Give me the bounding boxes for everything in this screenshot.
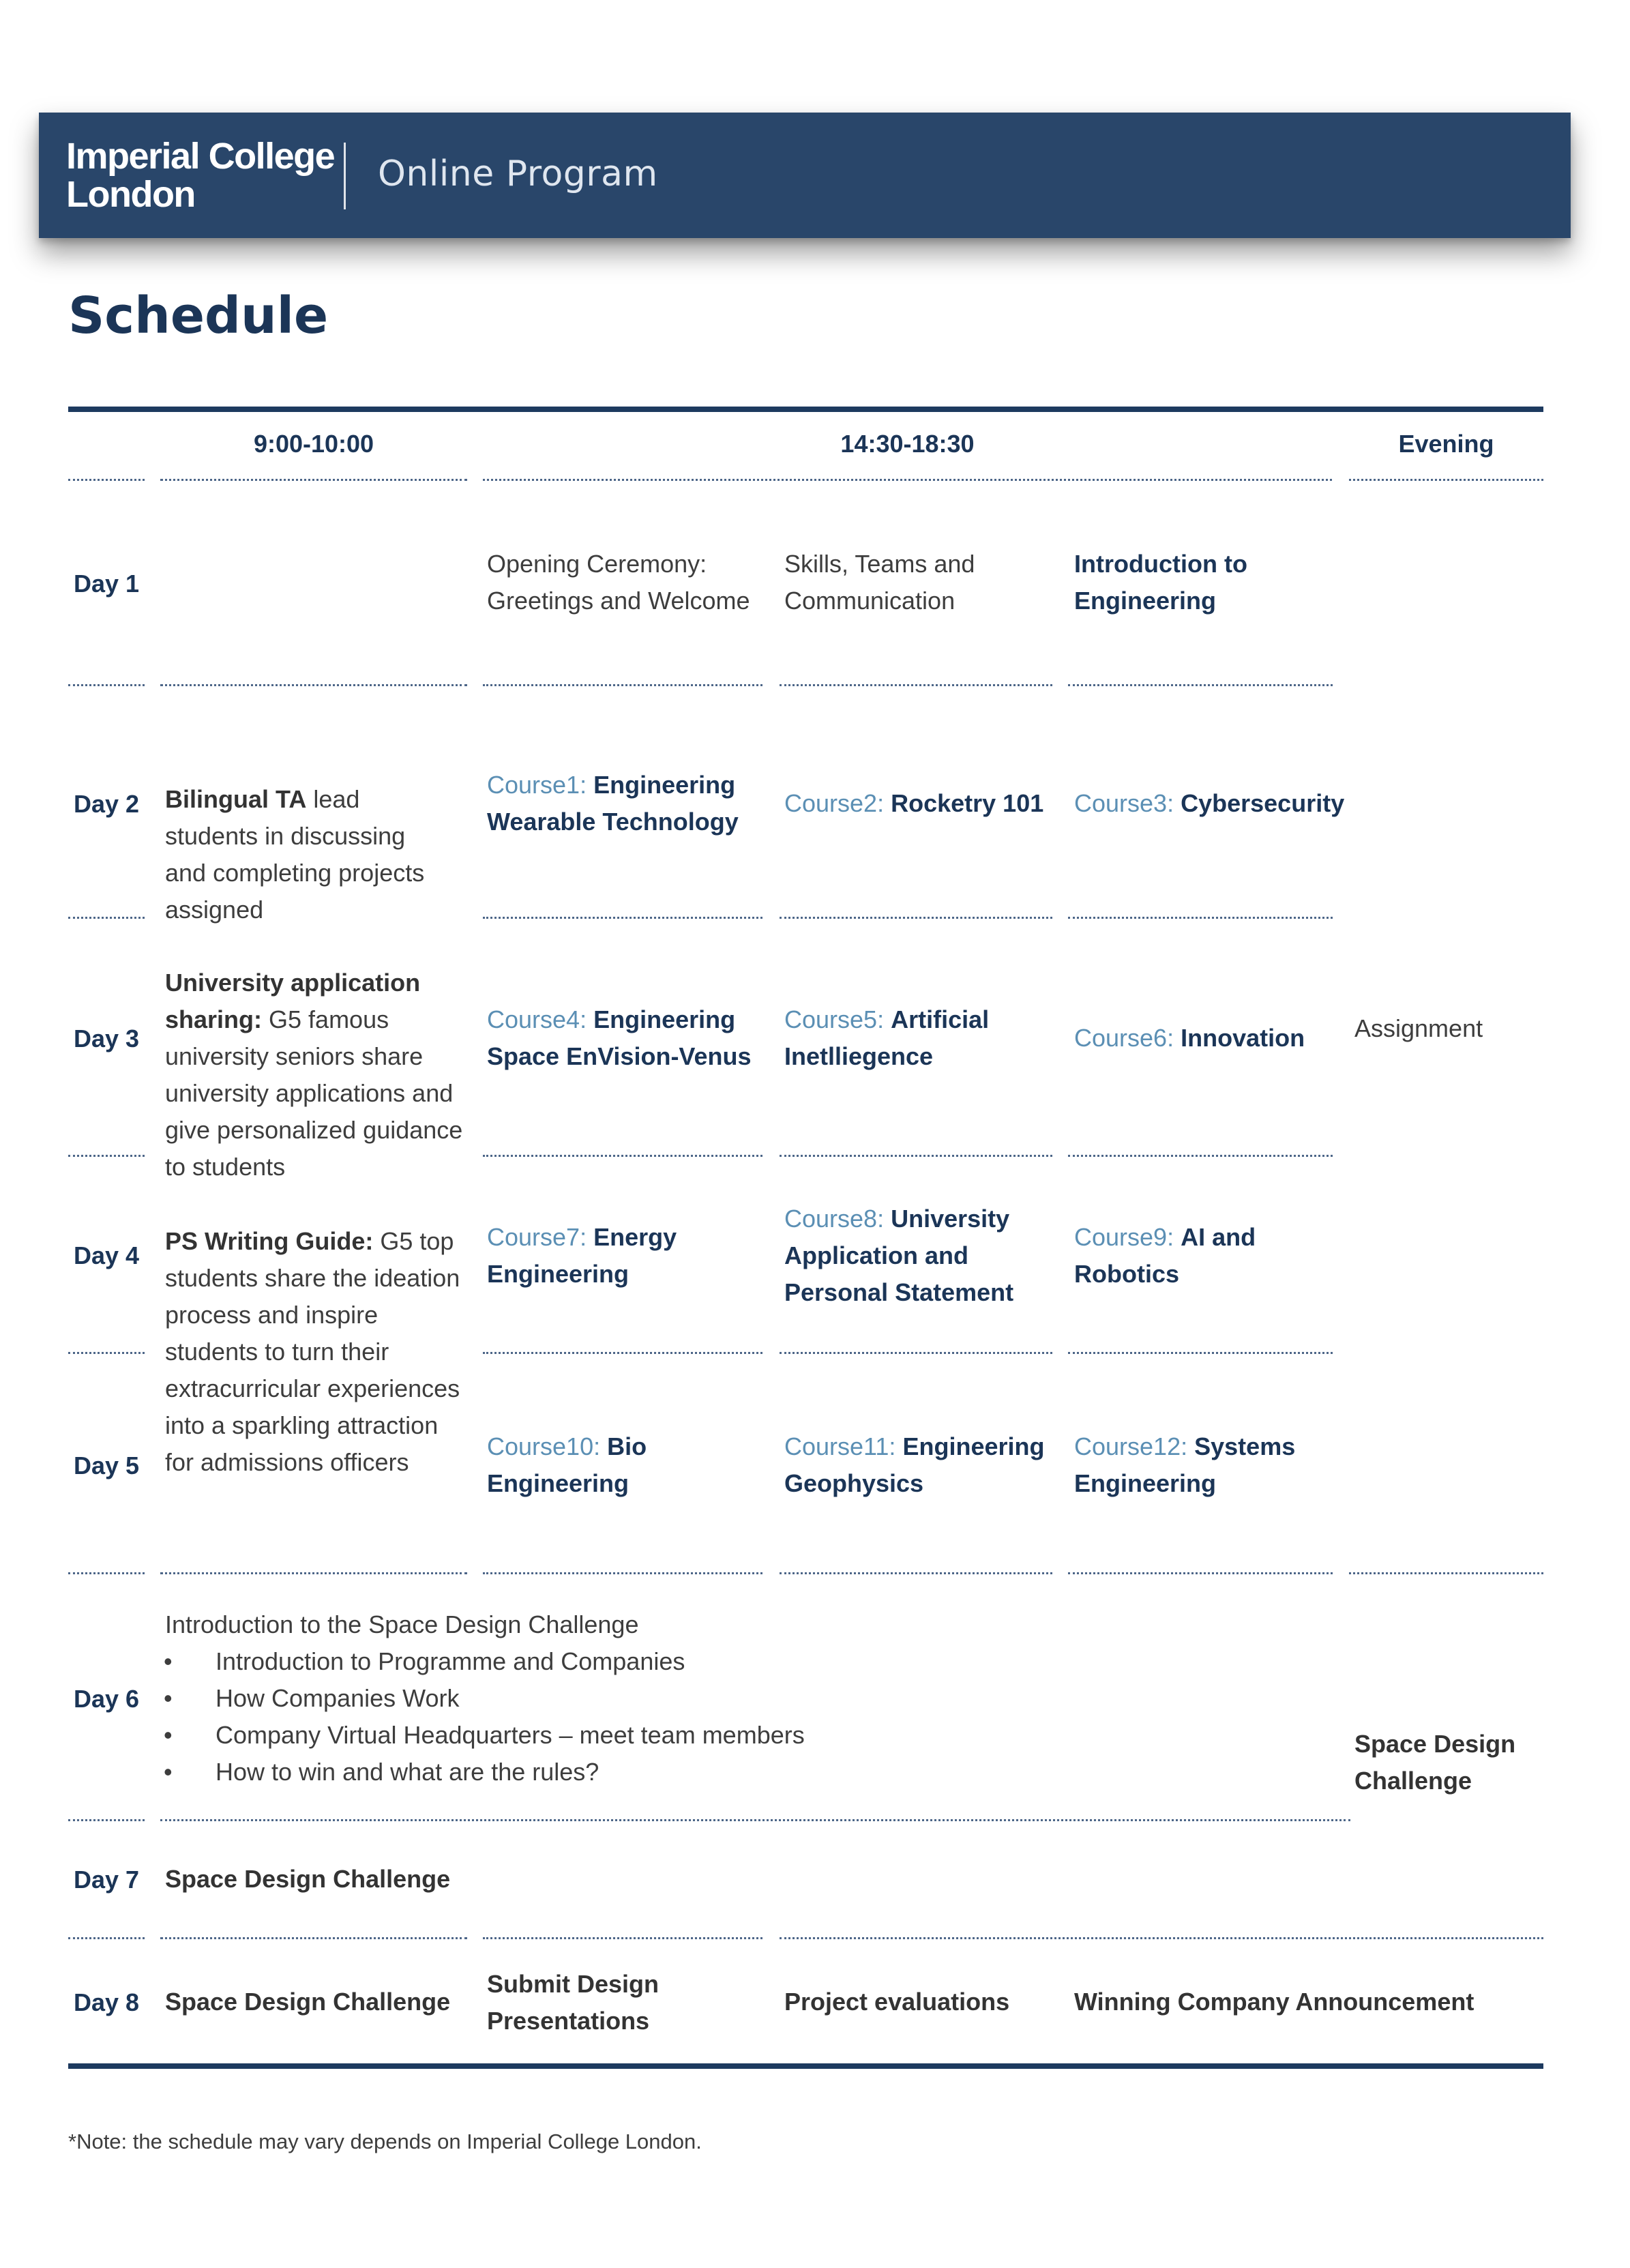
cell-line bbox=[487, 1219, 677, 1256]
day7-challenge: Space Design Challenge bbox=[165, 1865, 451, 1893]
divider bbox=[160, 1819, 1350, 1821]
ps-guide-bold: PS Writing Guide: bbox=[165, 1227, 374, 1255]
cell-line bbox=[487, 1001, 751, 1038]
divider bbox=[68, 1937, 145, 1939]
day8-challenge: Space Design Challenge bbox=[165, 1988, 451, 2016]
course-title: Inetlliegence bbox=[784, 1042, 934, 1070]
bullet-text: How to win and what are the rules? bbox=[216, 1758, 599, 1786]
cell-line bbox=[1074, 1020, 1305, 1057]
course-title: Engineering bbox=[593, 1005, 736, 1033]
course-number: Course3: bbox=[1074, 789, 1174, 817]
cell-line bbox=[165, 1001, 462, 1038]
cell-line: Skills, Teams and bbox=[784, 550, 975, 578]
column-header-morning: 9:00-10:00 bbox=[253, 430, 374, 458]
bullet-text: Company Virtual Headquarters – meet team members bbox=[216, 1721, 805, 1749]
divider bbox=[483, 1937, 762, 1939]
bullet-icon: • bbox=[164, 1684, 173, 1712]
header-banner bbox=[39, 113, 1571, 238]
divider bbox=[483, 1155, 762, 1157]
list-item bbox=[164, 1643, 805, 1680]
course-title: Systems bbox=[1194, 1432, 1296, 1460]
cell-line: give personalized guidance bbox=[165, 1116, 463, 1144]
course-number: Course11: bbox=[784, 1432, 896, 1460]
course-number: Course6: bbox=[1074, 1024, 1174, 1052]
day-label: Day 8 bbox=[74, 1988, 140, 2016]
bullet-text: How Companies Work bbox=[216, 1684, 460, 1712]
divider bbox=[780, 1572, 1052, 1574]
page-title: Schedule bbox=[68, 286, 329, 345]
course-title: University bbox=[891, 1205, 1010, 1233]
evening-space-design-challenge bbox=[1354, 1726, 1515, 1799]
divider bbox=[780, 1155, 1052, 1157]
course-title: Space EnVision-Venus bbox=[487, 1042, 752, 1070]
cell-line: process and inspire bbox=[165, 1301, 379, 1329]
day3-course6 bbox=[1074, 1020, 1305, 1057]
divider bbox=[160, 684, 467, 686]
cell-line: Opening Ceremony: bbox=[487, 550, 707, 578]
day4-course7 bbox=[487, 1219, 677, 1293]
cell-line: university seniors share bbox=[165, 1042, 424, 1070]
program-name: Online Program bbox=[378, 153, 658, 194]
course-title: Personal Statement bbox=[784, 1278, 1014, 1306]
cell-text: G5 top bbox=[373, 1227, 454, 1255]
cell-line: students share the ideation bbox=[165, 1264, 460, 1292]
day8-winning-announcement: Winning Company Announcement bbox=[1074, 1988, 1475, 2016]
day2-course3 bbox=[1074, 785, 1344, 822]
day-label: Day 3 bbox=[74, 1025, 140, 1052]
logo-line-2: London bbox=[66, 174, 195, 215]
course-title: Application and bbox=[784, 1241, 968, 1269]
cell-line bbox=[165, 1223, 460, 1260]
course-number: Course8: bbox=[784, 1205, 885, 1233]
bullet-icon: • bbox=[164, 1721, 173, 1749]
course-number: Course2: bbox=[784, 789, 885, 817]
day4-course9 bbox=[1074, 1219, 1256, 1293]
divider bbox=[780, 684, 1052, 686]
schedule-footnote: *Note: the schedule may vary depends on Imperial College London. bbox=[68, 2130, 702, 2153]
cell-line bbox=[165, 781, 424, 818]
course-number: Course4: bbox=[487, 1005, 587, 1033]
divider bbox=[68, 479, 145, 481]
list-item bbox=[164, 1680, 805, 1717]
day3-course5 bbox=[784, 1001, 989, 1075]
divider bbox=[483, 479, 1332, 481]
divider bbox=[1068, 1572, 1333, 1574]
day4-morning-ps-guide bbox=[165, 1223, 460, 1481]
day-label: Day 7 bbox=[74, 1866, 140, 1894]
course-title: Wearable Technology bbox=[487, 808, 739, 836]
sharing-bold: sharing: bbox=[165, 1005, 263, 1033]
divider bbox=[483, 1572, 762, 1574]
cell-line: University application bbox=[165, 969, 421, 997]
cell-line: Introduction to bbox=[1074, 550, 1247, 578]
course-title: AI and bbox=[1181, 1223, 1256, 1251]
day2-course2 bbox=[784, 785, 1043, 822]
cell-line: Presentations bbox=[487, 2007, 650, 2035]
cell-line bbox=[1074, 1219, 1256, 1256]
evening-assignment: Assignment bbox=[1354, 1014, 1483, 1042]
cell-line: extracurricular experiences bbox=[165, 1374, 460, 1402]
bullet-icon: • bbox=[164, 1758, 173, 1786]
day5-course12 bbox=[1074, 1428, 1295, 1502]
bullet-icon: • bbox=[164, 1647, 173, 1675]
divider bbox=[160, 1572, 467, 1574]
cell-line bbox=[784, 785, 1043, 822]
course-number: Course9: bbox=[1074, 1223, 1174, 1251]
cell-line: Space Design bbox=[1354, 1730, 1516, 1758]
divider bbox=[780, 917, 1052, 919]
cell-line bbox=[784, 1428, 1044, 1465]
day-label: Day 4 bbox=[74, 1241, 140, 1269]
table-top-rule bbox=[68, 407, 1543, 412]
course-number: Course12: bbox=[1074, 1432, 1188, 1460]
divider bbox=[483, 1352, 762, 1354]
divider bbox=[160, 479, 467, 481]
course-title: Innovation bbox=[1181, 1024, 1305, 1052]
ta-bold: Bilingual TA bbox=[165, 785, 307, 813]
table-bottom-rule bbox=[68, 2063, 1543, 2069]
day-label: Day 5 bbox=[74, 1452, 140, 1479]
day8-project-evaluations: Project evaluations bbox=[784, 1988, 1010, 2016]
imperial-college-logo bbox=[66, 137, 334, 213]
course-title: Geophysics bbox=[784, 1469, 924, 1497]
day-label: Day 1 bbox=[74, 570, 140, 598]
cell-line bbox=[784, 1201, 1013, 1237]
course-title: Robotics bbox=[1074, 1260, 1180, 1288]
divider bbox=[483, 684, 762, 686]
divider bbox=[780, 1937, 1543, 1939]
cell-line bbox=[784, 1001, 989, 1038]
cell-line: and completing projects bbox=[165, 859, 425, 887]
cell-text: lead bbox=[306, 785, 360, 813]
cell-line: assigned bbox=[165, 896, 264, 924]
day-label: Day 6 bbox=[74, 1685, 140, 1713]
day1-intro-engineering bbox=[1074, 546, 1247, 619]
divider bbox=[1349, 1572, 1543, 1574]
course-title: Rocketry 101 bbox=[891, 789, 1044, 817]
day5-course11 bbox=[784, 1428, 1044, 1502]
course-title: Cybersecurity bbox=[1181, 789, 1345, 817]
divider bbox=[1068, 1155, 1333, 1157]
cell-line: students to turn their bbox=[165, 1338, 389, 1366]
banner-divider bbox=[344, 143, 346, 209]
divider bbox=[780, 1352, 1052, 1354]
divider bbox=[68, 917, 145, 919]
cell-line bbox=[1074, 785, 1344, 822]
course-number: Course1: bbox=[487, 771, 587, 799]
divider bbox=[68, 1819, 145, 1821]
course-title: Energy bbox=[593, 1223, 677, 1251]
day2-morning-ta bbox=[165, 781, 424, 928]
logo-line-1: Imperial College bbox=[66, 136, 335, 177]
bullet-text: Introduction to Programme and Companies bbox=[216, 1647, 685, 1675]
cell-line: Engineering bbox=[1074, 587, 1217, 615]
day-label: Day 2 bbox=[74, 790, 140, 818]
day3-morning-application bbox=[165, 964, 462, 1185]
day2-course1 bbox=[487, 767, 739, 840]
day8-submit-presentations bbox=[487, 1966, 659, 2039]
cell-text: G5 famous bbox=[262, 1005, 389, 1033]
day6-intro: Introduction to the Space Design Challenge bbox=[165, 1610, 639, 1638]
divider bbox=[1068, 684, 1333, 686]
course-title: Engineering bbox=[487, 1260, 629, 1288]
course-number: Course5: bbox=[784, 1005, 885, 1033]
day6-bullet-list bbox=[164, 1643, 805, 1791]
divider bbox=[1068, 917, 1333, 919]
cell-line: for admissions officers bbox=[165, 1448, 409, 1476]
column-header-afternoon: 14:30-18:30 bbox=[840, 430, 975, 458]
divider bbox=[68, 1155, 145, 1157]
divider bbox=[68, 1572, 145, 1574]
cell-line: Challenge bbox=[1354, 1767, 1472, 1795]
course-title: Engineering bbox=[902, 1432, 1045, 1460]
day4-course8 bbox=[784, 1201, 1013, 1311]
cell-line bbox=[1074, 1428, 1295, 1465]
cell-line: into a sparkling attraction bbox=[165, 1411, 439, 1439]
cell-line: Communication bbox=[784, 587, 955, 615]
cell-line: university applications and bbox=[165, 1079, 454, 1107]
course-title: Engineering bbox=[487, 1469, 629, 1497]
course-title: Engineering bbox=[1074, 1469, 1217, 1497]
divider bbox=[160, 1937, 467, 1939]
divider bbox=[483, 917, 762, 919]
divider bbox=[68, 684, 145, 686]
divider bbox=[1349, 479, 1543, 481]
course-title: Bio bbox=[607, 1432, 647, 1460]
cell-line: Greetings and Welcome bbox=[487, 587, 750, 615]
cell-line: students in discussing bbox=[165, 822, 406, 850]
course-number: Course10: bbox=[487, 1432, 601, 1460]
cell-line: to students bbox=[165, 1153, 286, 1181]
day1-opening-ceremony bbox=[487, 546, 750, 619]
cell-line: Submit Design bbox=[487, 1970, 660, 1998]
course-title: Engineering bbox=[593, 771, 736, 799]
day5-course10 bbox=[487, 1428, 647, 1502]
day1-skills-teams bbox=[784, 546, 975, 619]
divider bbox=[68, 1352, 145, 1354]
course-number: Course7: bbox=[487, 1223, 587, 1251]
course-title: Artificial bbox=[891, 1005, 990, 1033]
list-item bbox=[164, 1717, 805, 1754]
cell-line bbox=[487, 1428, 647, 1465]
divider bbox=[1068, 1352, 1333, 1354]
list-item bbox=[164, 1754, 805, 1791]
cell-line bbox=[487, 767, 739, 804]
day3-course4 bbox=[487, 1001, 751, 1075]
column-header-evening: Evening bbox=[1398, 430, 1494, 458]
